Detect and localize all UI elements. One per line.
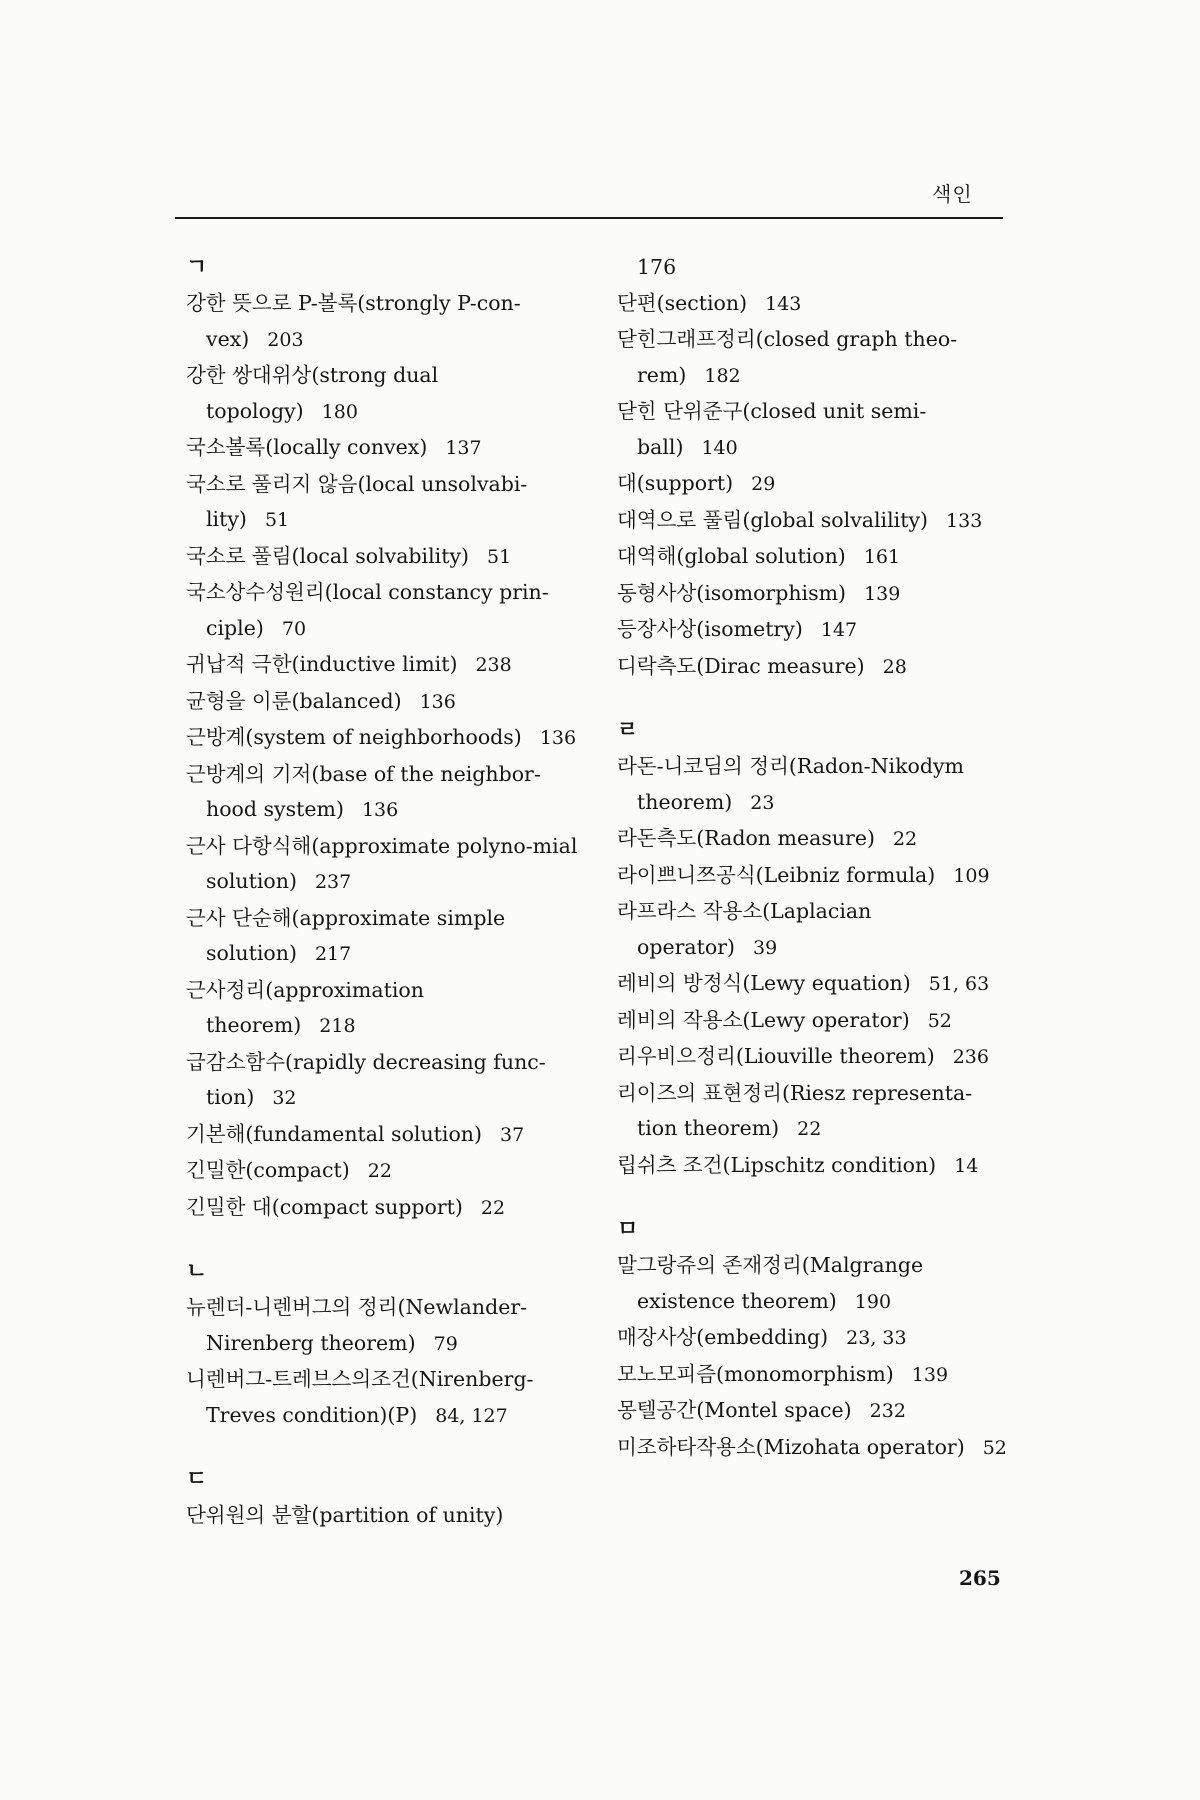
entry-term: 급감소함수(rapidly decreasing func-tion) bbox=[186, 1049, 546, 1109]
entry-term: 단위원의 분할(partition of unity) bbox=[186, 1503, 504, 1527]
entry-term: 라돈측도(Radon measure) bbox=[617, 826, 875, 850]
entry-term: 강한 쌍대위상(strong dual topology) bbox=[186, 363, 439, 423]
index-entry bbox=[617, 1039, 1009, 1076]
entry-pages: 52 bbox=[927, 1009, 952, 1032]
entry-pages: 136 bbox=[539, 727, 577, 749]
entry-term: 국소볼록(locally convex) bbox=[186, 435, 428, 459]
entry-term: 긴밀한 대(compact support) bbox=[186, 1194, 463, 1219]
section-heading-mieum: ㅁ bbox=[617, 1217, 639, 1242]
index-entry bbox=[186, 575, 578, 647]
entry-pages: 203 bbox=[267, 328, 304, 351]
entry-term: 대역해(global solution) bbox=[617, 544, 846, 568]
entry-pages: 232 bbox=[869, 1400, 906, 1422]
entry-term: 등장사상(isometry) bbox=[617, 617, 803, 641]
index-entry bbox=[617, 966, 1009, 1003]
index-entry bbox=[186, 1045, 578, 1117]
entry-term: 동형사상(isomorphism) bbox=[617, 580, 847, 605]
index-entry bbox=[186, 430, 578, 467]
entry-term: 긴밀한(compact) bbox=[186, 1158, 350, 1182]
index-entry bbox=[617, 858, 1009, 895]
entry-pages: 190 bbox=[854, 1290, 892, 1313]
index-entry bbox=[186, 1153, 578, 1190]
entry-pages: 79 bbox=[433, 1332, 458, 1355]
entry-term: 근사정리(approximation theorem) bbox=[186, 977, 424, 1037]
entry-term: 라프라스 작용소(Laplacian operator) bbox=[617, 899, 872, 959]
entry-term: 닫힌그래프정리(closed graph theo-rem) bbox=[617, 327, 958, 387]
index-entry bbox=[186, 829, 578, 901]
entry-pages: 238 bbox=[475, 654, 512, 676]
entry-term: 단편(section) bbox=[617, 290, 748, 315]
index-entry bbox=[617, 1148, 1009, 1185]
index-entry bbox=[186, 1362, 578, 1434]
index-entry bbox=[186, 647, 578, 684]
entry-term: 니렌버그-트레브스의조건(Nirenberg-Treves condition)(P) bbox=[186, 1367, 534, 1427]
index-column-right bbox=[617, 250, 1009, 1466]
entry-pages: 109 bbox=[953, 864, 990, 887]
entry-term: 근사 다항식해(approximate polyno-mial solution) bbox=[186, 833, 578, 893]
index-entry bbox=[617, 1076, 1009, 1148]
entry-pages: 51 bbox=[264, 509, 290, 531]
entry-pages: 14 bbox=[954, 1154, 979, 1177]
continued-entry-pages: 176 bbox=[637, 255, 677, 279]
entry-term: 대(support) bbox=[617, 471, 734, 495]
index-column-left bbox=[186, 250, 578, 1535]
index-entry bbox=[186, 901, 578, 973]
entry-pages: 137 bbox=[445, 437, 482, 459]
entry-pages: 22 bbox=[480, 1196, 506, 1219]
entry-term: 립쉬츠 조건(Lipschitz condition) bbox=[617, 1152, 937, 1177]
entry-pages: 39 bbox=[753, 936, 778, 959]
index-entry bbox=[186, 720, 578, 757]
entry-term: 말그랑쥬의 존재정리(Malgrange existence theorem) bbox=[617, 1253, 924, 1313]
entry-pages: 22 bbox=[367, 1160, 392, 1182]
entry-term: 라돈-니코딤의 정리(Radon-Nikodym theorem) bbox=[617, 754, 964, 814]
index-entry bbox=[617, 1248, 1009, 1320]
running-header-title: 색인 bbox=[932, 182, 973, 206]
index-entry bbox=[617, 612, 1009, 649]
index-entry bbox=[186, 1117, 578, 1154]
entry-pages: 51 bbox=[487, 545, 512, 568]
entry-pages: 136 bbox=[419, 690, 456, 713]
entry-term: 닫힌 단위준구(closed unit semi-ball) bbox=[617, 399, 927, 459]
entry-pages: 22 bbox=[892, 828, 918, 850]
entry-term: 리이즈의 표현정리(Riesz representa-tion theorem) bbox=[617, 1080, 973, 1140]
section-heading-digeut: ㄷ bbox=[186, 1467, 208, 1492]
entry-pages: 180 bbox=[321, 400, 358, 423]
entry-term: 미조하타작용소(Mizohata operator) bbox=[617, 1434, 965, 1459]
index-entry bbox=[186, 1498, 578, 1535]
entry-term: 강한 뜻으로 P-볼록(strongly P-con-vex) bbox=[186, 291, 521, 351]
index-entry bbox=[617, 394, 1009, 466]
entry-pages: 22 bbox=[797, 1118, 822, 1140]
header-rule bbox=[175, 217, 1003, 219]
index-entry bbox=[186, 1190, 578, 1227]
entry-term: 리우비으정리(Liouville theorem) bbox=[617, 1044, 935, 1068]
entry-pages: 37 bbox=[500, 1123, 525, 1146]
entry-term: 근방계(system of neighborhoods) bbox=[186, 725, 522, 749]
entry-pages: 161 bbox=[863, 546, 901, 568]
section-heading-rieul: ㄹ bbox=[617, 718, 639, 743]
entry-pages: 143 bbox=[765, 292, 802, 315]
entry-term: 모노모피즘(monomorphism) bbox=[617, 1361, 894, 1386]
index-entry bbox=[617, 286, 1009, 323]
section-heading-nieun: ㄴ bbox=[186, 1259, 208, 1284]
index-entry bbox=[186, 973, 578, 1045]
entry-pages: 84, 127 bbox=[435, 1404, 508, 1427]
index-entry bbox=[617, 649, 1009, 686]
index-entry bbox=[617, 322, 1009, 394]
index-entry bbox=[617, 1357, 1009, 1394]
index-entry bbox=[186, 467, 578, 539]
entry-term: 레비의 방정식(Lewy equation) bbox=[617, 971, 911, 995]
entry-term: 균형을 이룬(balanced) bbox=[186, 688, 402, 713]
entry-term: 레비의 작용소(Lewy operator) bbox=[617, 1007, 910, 1032]
entry-term: 국소상수성원리(local constancy prin-ciple) bbox=[186, 580, 549, 640]
index-entry bbox=[186, 286, 578, 358]
index-entry bbox=[186, 757, 578, 829]
entry-term: 국소로 풀리지 않음(local unsolvabi-lity) bbox=[186, 471, 528, 531]
entry-pages: 139 bbox=[864, 582, 901, 605]
index-entry bbox=[617, 1003, 1009, 1040]
entry-term: 몽텔공간(Montel space) bbox=[617, 1398, 852, 1422]
section-heading-giyeok: ㄱ bbox=[186, 255, 208, 280]
entry-term: 대역으로 풀림(global solvalility) bbox=[617, 507, 929, 532]
page-number: 265 bbox=[959, 1566, 1001, 1590]
entry-term: 디락측도(Dirac measure) bbox=[617, 653, 865, 678]
entry-pages: 182 bbox=[704, 364, 741, 387]
index-entry bbox=[186, 358, 578, 430]
index-entry bbox=[186, 684, 578, 721]
entry-pages: 133 bbox=[946, 509, 983, 532]
entry-pages: 236 bbox=[952, 1046, 989, 1068]
entry-pages: 32 bbox=[272, 1087, 297, 1109]
index-entry bbox=[186, 539, 578, 576]
entry-pages: 136 bbox=[361, 799, 399, 821]
index-entry bbox=[617, 466, 1009, 503]
entry-term: 뉴렌더-니렌버그의 정리(Newlander-Nirenberg theorem) bbox=[186, 1295, 528, 1355]
entry-pages: 70 bbox=[281, 617, 307, 640]
entry-pages: 52 bbox=[982, 1436, 1007, 1459]
entry-term: 매장사상(embedding) bbox=[617, 1325, 829, 1349]
entry-term: 라이쁘니쯔공식(Leibniz formula) bbox=[617, 862, 936, 887]
index-entry bbox=[617, 894, 1009, 966]
entry-pages: 140 bbox=[701, 436, 738, 459]
entry-term: 기본해(fundamental solution) bbox=[186, 1121, 483, 1146]
index-entry bbox=[617, 749, 1009, 821]
entry-pages: 217 bbox=[314, 943, 352, 965]
index-entry bbox=[617, 1430, 1009, 1467]
index-entry bbox=[186, 1290, 578, 1362]
entry-pages: 23 bbox=[750, 791, 775, 814]
index-entry bbox=[617, 539, 1009, 576]
index-entry bbox=[617, 1393, 1009, 1430]
entry-pages: 237 bbox=[314, 871, 352, 893]
index-entry bbox=[617, 503, 1009, 540]
index-entry bbox=[617, 576, 1009, 613]
entry-pages: 139 bbox=[911, 1363, 949, 1386]
entry-pages: 51, 63 bbox=[928, 973, 990, 995]
entry-pages: 29 bbox=[751, 473, 776, 495]
entry-pages: 218 bbox=[319, 1015, 356, 1037]
entry-term: 근사 단순해(approximate simple solution) bbox=[186, 905, 506, 965]
entry-pages: 28 bbox=[882, 655, 907, 678]
entry-pages: 147 bbox=[820, 619, 858, 641]
index-entry bbox=[617, 821, 1009, 858]
index-entry bbox=[617, 1320, 1009, 1357]
entry-pages: 23, 33 bbox=[846, 1327, 907, 1349]
entry-term: 국소로 풀림(local solvability) bbox=[186, 543, 470, 568]
entry-term: 귀납적 극한(inductive limit) bbox=[186, 652, 458, 676]
entry-term: 근방계의 기저(base of the neighbor-hood system) bbox=[186, 761, 541, 821]
